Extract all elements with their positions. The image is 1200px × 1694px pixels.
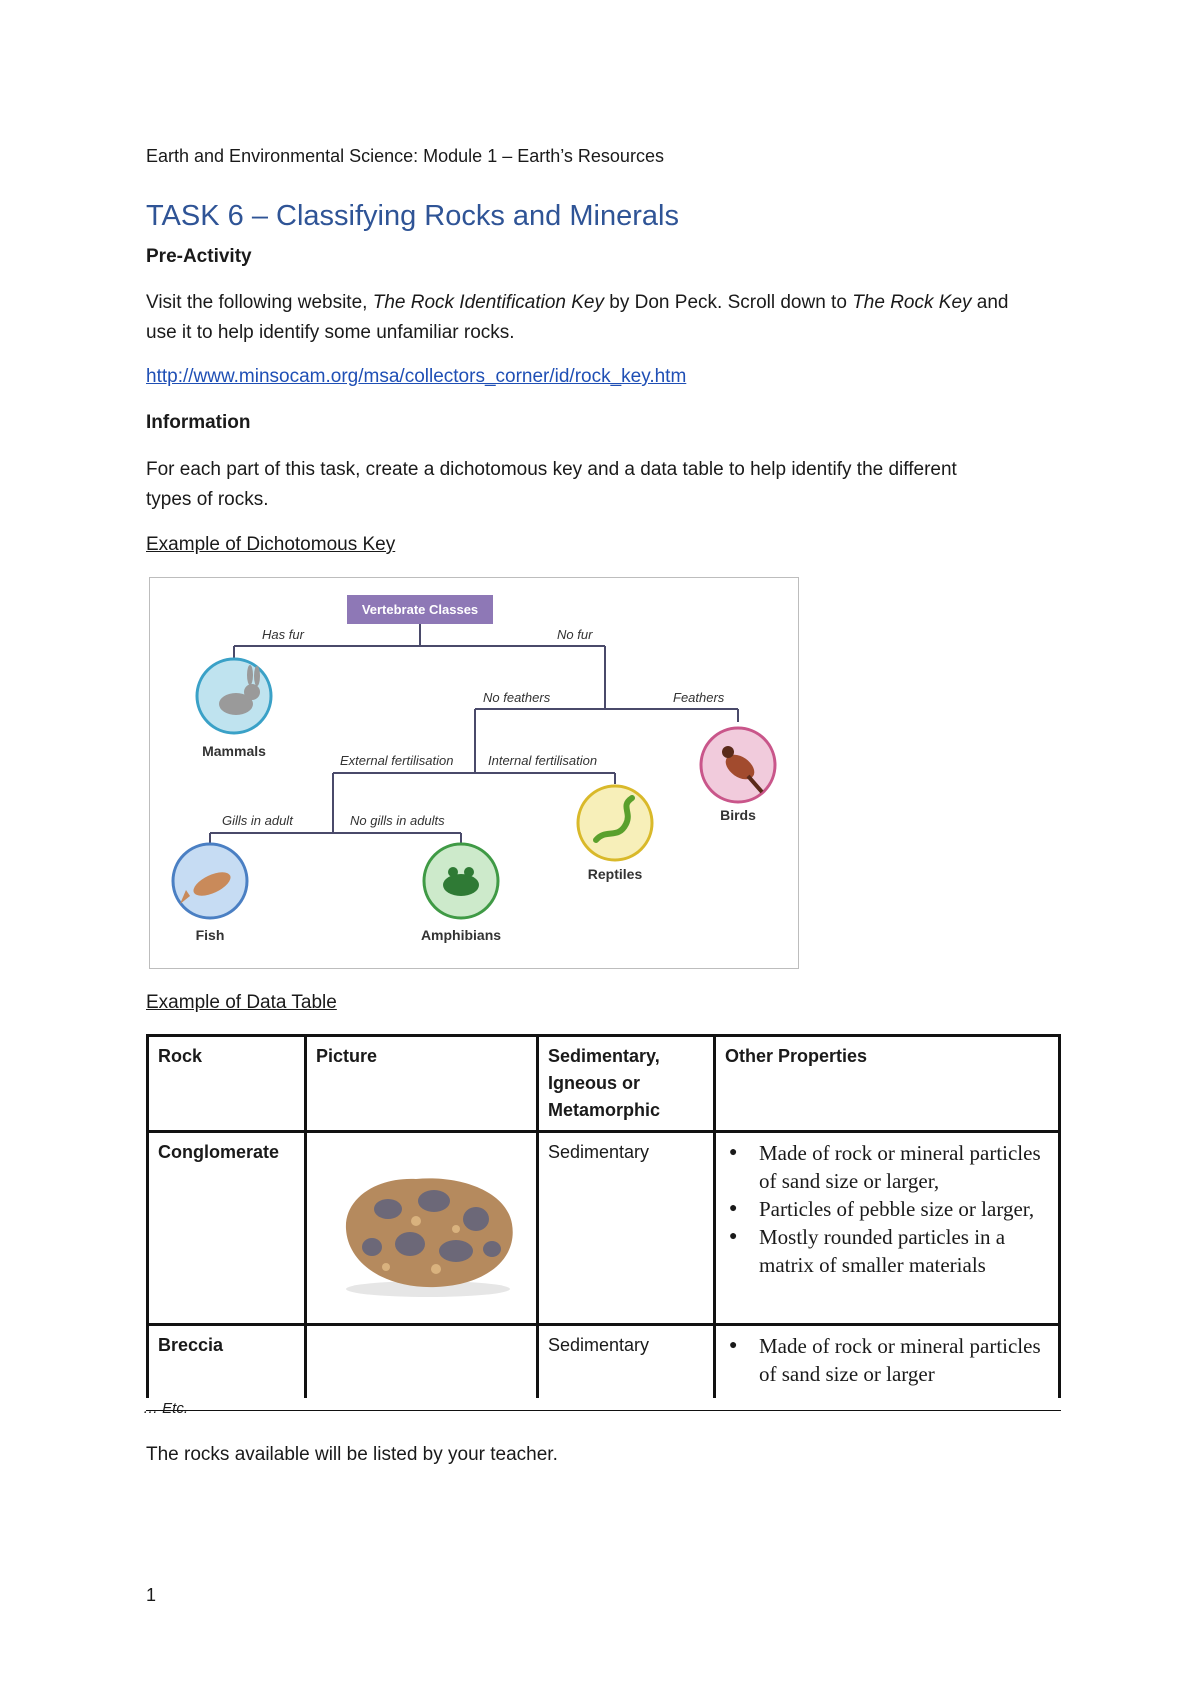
table-row: [148, 1132, 1060, 1325]
amphibians-label: Amphibians: [420, 927, 502, 943]
label-no-feathers: No feathers: [483, 690, 551, 705]
label-gills: Gills in adult: [222, 813, 293, 828]
table-row: [148, 1325, 1060, 1410]
conglomerate-rock-image: [316, 1139, 536, 1309]
text-segment: and: [971, 292, 1009, 313]
document-header: Earth and Environmental Science: Module 1 – Earth’s Resources: [146, 146, 664, 166]
property-item: ● Made of rock or mineral particles of sand size or larger: [725, 1332, 1049, 1388]
rock-type: Sedimentary: [538, 1325, 715, 1410]
label-no-fur: No fur: [557, 627, 593, 642]
text-segment: Visit the following website,: [146, 292, 373, 313]
root-label: Vertebrate Classes: [361, 602, 479, 617]
mammals-label: Mammals: [202, 743, 266, 759]
information-line-1: For each part of this task, create a dichotomous key and a data table to help identify the different: [146, 459, 957, 480]
rock-name: Breccia: [148, 1325, 306, 1410]
page-number: 1: [146, 1585, 157, 1605]
header-classification: Sedimentary, Igneous or Metamorphic: [538, 1036, 715, 1132]
header-other-properties: Other Properties: [715, 1036, 1060, 1132]
dichotomous-key-diagram: [149, 577, 799, 969]
header-rock: Rock: [148, 1036, 306, 1132]
label-internal: Internal fertilisation: [488, 753, 598, 768]
task-title: TASK 6 – Classifying Rocks and Minerals: [146, 200, 679, 232]
pre-activity-line-1: [146, 288, 1009, 318]
key-diagram-svg: [150, 578, 798, 968]
rock-data-table: [146, 1034, 1061, 1411]
website-title: The Rock Identification Key: [372, 292, 605, 313]
header-picture: Picture: [306, 1036, 538, 1132]
rock-key-link[interactable]: http://www.minsocam.org/msa/collectors_corner/id/rock_key.htm: [146, 366, 687, 387]
rock-picture-cell: [306, 1132, 538, 1325]
etc-note: … Etc.: [143, 1400, 189, 1417]
rock-key-title: The Rock Key: [852, 292, 972, 313]
information-line-2: types of rocks.: [146, 489, 269, 510]
properties-list: [725, 1139, 1049, 1279]
label-external: External fertilisation: [340, 753, 454, 768]
table-example-label: Example of Data Table: [146, 992, 337, 1013]
information-heading: Information: [146, 412, 251, 433]
rock-properties: [715, 1325, 1060, 1410]
rock-name: Conglomerate: [148, 1132, 306, 1325]
table-header-row: [148, 1036, 1060, 1132]
label-has-fur: Has fur: [262, 627, 304, 642]
property-item: ● Particles of pebble size or larger,: [725, 1195, 1049, 1223]
text-segment: by Don Peck. Scroll down to: [604, 292, 853, 313]
closing-text: The rocks available will be listed by your teacher.: [146, 1444, 558, 1465]
pre-activity-line-2: use it to help identify some unfamiliar rocks.: [146, 322, 515, 343]
rock-type: Sedimentary: [538, 1132, 715, 1325]
label-no-gills: No gills in adults: [350, 813, 445, 828]
property-item: ● Mostly rounded particles in a matrix of smaller materials: [725, 1223, 1049, 1279]
properties-list: [725, 1332, 1049, 1388]
reptiles-label: Reptiles: [587, 866, 643, 882]
birds-label: Birds: [720, 807, 756, 823]
label-feathers: Feathers: [673, 690, 725, 705]
fish-label: Fish: [195, 927, 225, 943]
key-example-label: Example of Dichotomous Key: [146, 534, 396, 555]
rock-properties: [715, 1132, 1060, 1325]
table-cutoff: [140, 1398, 1070, 1410]
rock-picture-cell: [306, 1325, 538, 1410]
reptiles-icon: [578, 786, 652, 860]
property-item: ● Made of rock or mineral particles of sand size or larger,: [725, 1139, 1049, 1195]
pre-activity-heading: Pre-Activity: [146, 246, 252, 267]
key-branch-lines: [210, 624, 738, 844]
